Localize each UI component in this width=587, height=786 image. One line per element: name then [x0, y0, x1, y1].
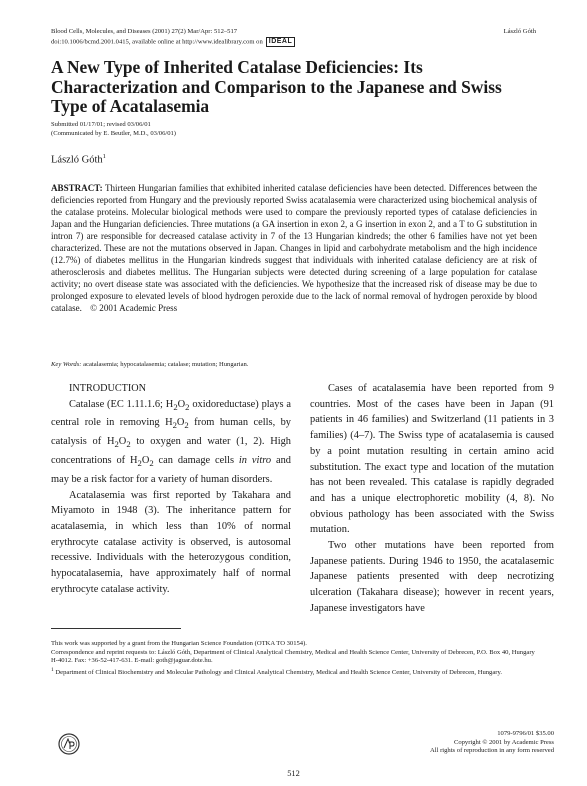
right-column: [310, 381, 554, 617]
article-title: A New Type of Inherited Catalase Deficiencies: Its Characterization and Comparison to the Japanese and Swiss Type of Acatalasemia: [51, 57, 502, 116]
communicated-by: (Communicated by E. Beutler, M.D., 03/06/01): [51, 129, 176, 137]
section-heading-introduction: INTRODUCTION: [69, 383, 146, 394]
running-author: László Góth: [503, 28, 536, 35]
author-name: László Góth$^1$: [51, 153, 106, 166]
footnote-support: This work was supported by a grant from the Hungarian Science Foundation (OTKA TO 30154).: [51, 640, 307, 647]
academic-press-logo-icon: [58, 733, 80, 755]
submitted-date: Submitted 01/17/01; revised 03/06/01: [51, 121, 151, 128]
abstract-text: Thirteen Hungarian families that exhibited inherited catalase deficiencies have been detected. Differences between the deficiencies reported from Hungary and the previously reported Swiss acatalasemia were characterized using biochemical analysis of the catalase proteins. Molecular biological methods were used to compare the previously reported types of catalase deficiencies in Japan and the Hungarian deficiencies. Three mutations (a GA insertion in exon 2, a G insertion in exon 2, and a T to G substitution in intron 7) are responsible for decreased catalase activity in 7 of the 13 Hungarian kindreds; the other 6 families have not yet been characterized. These are not the mutations observed in Japan. Changes in lipid and carbohydrate metabolism and the high incidence (12.7%) of diabetes mellitus in the Hungarian kindreds suggest that individuals with inherited catalase deficiency are at risk of atherosclerosis and diabetes mellitus. The Hungarian subjects were detected during screening of a large population for catalase activity; no overt disease state was associated with the deficiencies. We hypothesize that the increased risk of disease may be due to prolonged exposure to elevated levels of blood hydrogen peroxide due to the lack of normal removal of hydrogen peroxide by blood catalase.: [51, 183, 537, 314]
abstract-copyright: © 2001 Academic Press: [90, 303, 178, 314]
keywords-text: acatalasemia; hypocatalasemia; catalase; mutation; Hungarian.: [83, 361, 249, 368]
issn-price: 1079-9796/01 $35.00: [497, 730, 554, 737]
intro-paragraph-1: Catalase (EC 1.11.1.6; $H_2O_2$ oxidoreductase) plays a central role in removing $H_2O_2$ from human cells, by catalysis of $H_2O_2$ to oxygen and water (1, 2). High concentrations of $H_2O_2$ can damage cells in vitro and may be a risk factor for a variety of human disorders.: [51, 398, 292, 485]
journal-header: [51, 28, 391, 47]
footnotes: [51, 640, 541, 678]
footnote-affiliation: $^1$ Department of Clinical Biochemistry and Molecular Pathology and Clinical Analytical Chemistry, Medical and Health Science Center, University of Debrecen, Hungary.: [51, 666, 502, 676]
author-footnote-mark: 1: [102, 153, 106, 160]
page-number: 512: [287, 769, 300, 778]
ideal-logo: IDEAL: [266, 37, 296, 47]
publisher-info: [430, 730, 554, 756]
keywords-label: Key Words:: [51, 361, 82, 368]
intro-paragraph-4: Two other mutations have been reported from Japanese patients. During 1946 to 1950, the acatalasemic Japanese patients presented with deep necrotizing ulceration (Takahara disease); however in recent years, Japanese investigators have: [310, 540, 554, 614]
left-column: [51, 381, 291, 597]
footnote-divider: [51, 628, 181, 629]
intro-paragraph-2: Acatalasemia was first reported by Takahara and Miyamoto in 1948 (3). The inheritance pattern for acatalasemia, in which less than 10% of normal erythrocyte catalase activity is observed, is autosomal recessive. Individuals with the heterozygous condition, hypocatalasemia, have approximately half of normal erythrocyte catalase activity.: [51, 489, 291, 595]
rights-notice: All rights of reproduction in any form reserved: [430, 747, 554, 755]
doi-line: doi:10.1006/bcmd.2001.0415, available online at http://www.idealibrary.com on IDEAL: [51, 37, 391, 47]
publisher-copyright: Copyright © 2001 by Academic Press: [453, 738, 554, 746]
abstract: [51, 182, 537, 315]
intro-paragraph-3: Cases of acatalasemia have been reported from 9 countries. Most of the cases have been in Japan (91 patients in 46 families) and Switzerland (11 patients in 3 families) (4–7). The Swiss type of acatalasemia is caused by a point mutation resulting in certain amino acid substitution. The exact type and location of the mutation has not been revealed. This catalase is rapidly degraded and has a unique electrophoretic mobility (4, 8). No obvious pathology has been associated with the Swiss mutation.: [310, 383, 554, 536]
footnote-correspondence: Correspondence and reprint requests to: László Góth, Department of Clinical Analytical Chemistry, Medical and Health Science Center, University of Debrecen, P.O. Box 40, Hungary H-4012. Fax: +36-52-417-631. E-mail: goth@jaguar.dote.hu.: [51, 648, 535, 665]
keywords: [51, 361, 537, 370]
journal-citation: Blood Cells, Molecules, and Diseases (2001) 27(2) Mar/Apr: 512–517: [51, 28, 238, 35]
abstract-label: ABSTRACT:: [51, 183, 103, 193]
submission-info: [51, 121, 351, 138]
